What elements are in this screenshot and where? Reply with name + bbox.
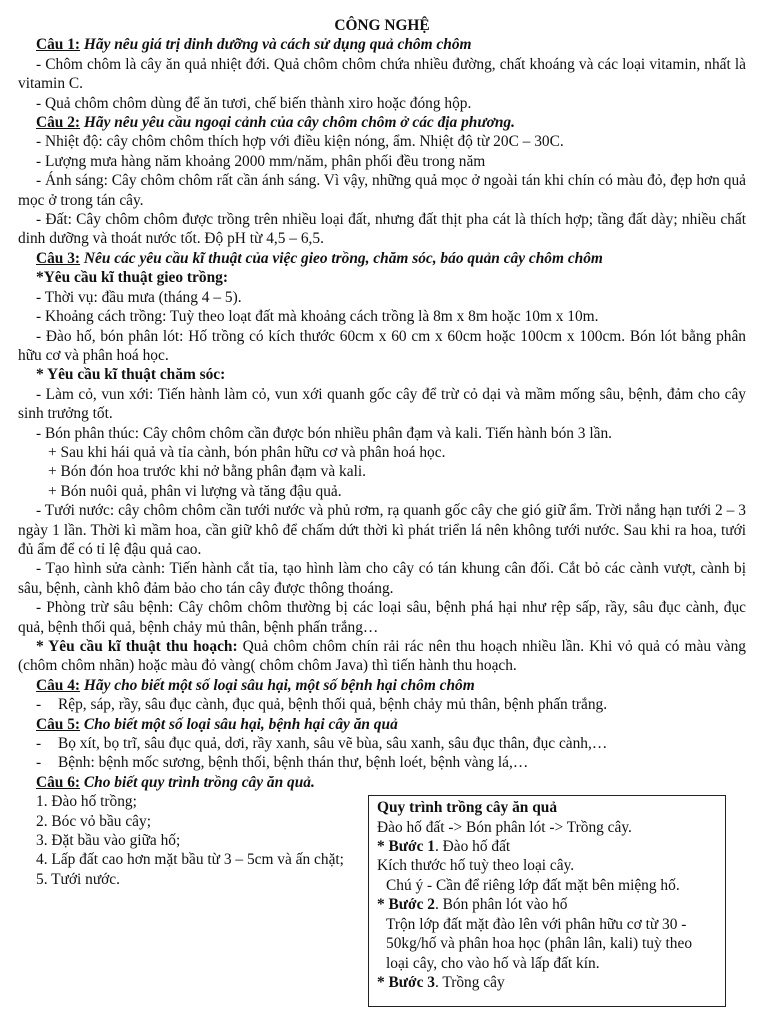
answer-line: - Đất: Cây chôm chôm được trồng trên nhiều loại đất, nhưng đất thịt pha cát là thích hợp; tầng đất dày; nhiều chất dinh dưỡng và thoát nước tốt. Độ pH từ 4,5 – 6,5. [18,211,746,248]
process-flow: Đào hố đất -> Bón phân lót -> Trồng cây. [377,818,632,836]
question-number: Câu 1: [36,36,81,54]
answer-line: - Lượng mưa hàng năm khoảng 2000 mm/năm, phân phối đều trong năm [36,152,486,170]
answer-line: - Tưới nước: cây chôm chôm cần tưới nước và phủ rơm, rạ quanh gốc cây che gió giữ ẩm. Trời nắng hạn tưới 2 – 3 ngày 1 lần. Thời kì mầm hoa, cần giữ khô để chấm dứt thời kì phát triển lá nên không tưới nước. Sau khi ra hoa, tưới đủ ẩm để có tỉ lệ đậu quả cao. [18,502,746,558]
answer-line: - Đào hố, bón phân lót: Hố trồng có kích thước 60cm x 60 cm x 60cm hoặc 100cm x 100cm. Bón lót bằng phân hữu cơ và phân hoá học. [18,327,746,364]
answer-line: - Khoảng cách trồng: Tuỳ theo loạt đất mà khoảng cách trồng là 8m x 8m hoặc 10m x 10m. [36,308,599,326]
step-item: 2. Bóc vỏ bầu cây; [36,812,151,830]
question-6 [18,773,746,792]
step-item: 1. Đào hố trồng; [36,793,137,811]
step-text: . Trồng cây [434,973,505,991]
step-label: * Bước 3 [377,973,435,991]
step-label: * Bước 2 [377,896,435,914]
question-6-body [18,792,746,1007]
answer-line: - Bón phân thúc: Cây chôm chôm cần được bón nhiều phân đạm và kali. Tiến hành bón 3 lần. [36,424,612,442]
dash-marker: - [36,754,42,772]
dash-marker: - [36,735,42,753]
question-text: Cho biết một số loại sâu hại, bệnh hại cây ăn quả [83,715,398,733]
step-item: 4. Lấp đất cao hơn mặt bầu từ 3 – 5cm và ấn chặt; [36,851,344,869]
step-1 [377,837,717,856]
question-1 [18,35,746,54]
question-text: Nêu các yêu cầu kĩ thuật của việc gieo trồng, chăm sóc, báo quản cây chôm chôm [83,249,603,267]
answer-line: - Thời vụ: đầu mưa (tháng 4 – 5). [36,288,242,306]
bullet-text: Rệp, sáp, rầy, sâu đục cành, đục quả, bệnh thối quả, bệnh chảy mủ thân, bệnh phấn trắng. [58,696,608,714]
process-box-title: Quy trình trồng cây ăn quả [377,799,558,817]
step-text: . Bón phân lót vào hố [434,896,568,914]
step-3 [377,973,717,992]
answer-line: - Nhiệt độ: cây chôm chôm thích hợp với điều kiện nóng, ẩm. Nhiệt độ từ 20C – 30C. [36,133,564,151]
process-box [368,795,726,1007]
answer-bullet [18,695,746,714]
answer-line: - Quả chôm chôm dùng để ăn tươi, chế biến thành xiro hoặc đóng hộp. [36,94,472,112]
step-item: 5. Tưới nước. [36,870,120,888]
step-2-detail: loại cây, cho vào hố và lấp đất kín. [386,954,600,972]
plus-line: + Bón đón hoa trước khi nở bằng phân đạm và kali. [48,463,366,481]
answer-line: - Tạo hình sửa cành: Tiến hành cắt tỉa, tạo hình làm cho cây có tán khung cân đối. Cắt bỏ các cành vượt, cành bị sâu, bệnh, cành khô đảm bảo cho tán cây được thông thoáng. [18,560,746,597]
harvest-heading: * Yêu cầu kĩ thuật thu hoạch: [36,638,238,655]
plus-line: + Bón nuôi quả, phân vi lượng và tăng đậu quả. [48,482,342,500]
question-2 [18,113,746,132]
harvest-line [18,637,746,676]
question-text: Hãy cho biết một số loại sâu hại, một số bệnh hại chôm chôm [83,676,475,694]
question-5 [18,715,746,734]
question-text: Cho biết quy trình trồng cây ăn quả. [83,773,315,791]
question-number: Câu 2: [36,114,81,132]
step-1-note: Chú ý - Cần để riêng lớp đất mặt bên miệng hố. [386,876,680,894]
bullet-text: Bọ xít, bọ trĩ, sâu đục quả, dơi, rầy xanh, sâu vẽ bùa, sâu xanh, sâu đục thân, đục cành,… [58,735,608,753]
question-4 [18,676,746,695]
step-item: 3. Đặt bầu vào giữa hố; [36,832,181,850]
step-text: . Đào hố đất [434,838,511,856]
answer-line: - Chôm chôm là cây ăn quả nhiệt đới. Quả chôm chôm chứa nhiều đường, chất khoáng và các loại vitamin, nhất là vitamin C. [18,55,746,93]
document-title: CÔNG NGHỆ [334,17,430,34]
answer-line: - Phòng trừ sâu bệnh: Cây chôm chôm thường bị các loại sâu, bệnh phá hại như rệp sấp, rầy, sâu đục cành, đục quả, bệnh thối quả, bệnh chảy mủ thân, bệnh phấn trắng… [18,599,746,636]
question-number: Câu 3: [36,249,81,267]
bullet-text: Bệnh: bệnh mốc sương, bệnh thối, bệnh thán thư, bệnh loét, bệnh vàng lá,… [58,754,529,772]
question-number: Câu 6: [36,773,81,791]
answer-bullet [18,753,746,772]
step-2-detail: Trộn lớp đất mặt đào lên với phân hữu cơ từ 30 - [386,915,687,933]
question-text: Hãy nêu giá trị dinh dưỡng và cách sử dụng quả chôm chôm [83,36,472,54]
answer-line: - Ánh sáng: Cây chôm chôm rất cần ánh sáng. Vì vậy, những quả mọc ở ngoài tán khi chín có màu đỏ, đẹp hơn quả mọc ở trong tán cây. [18,172,746,209]
question-number: Câu 4: [36,676,81,694]
question-text: Hãy nêu yêu cầu ngoại cảnh của cây chôm chôm ở các địa phương. [83,114,515,132]
step-2 [377,895,717,914]
planting-heading: *Yêu cầu kĩ thuật gieo trồng: [36,269,228,287]
planting-steps [18,792,368,1007]
step-1-detail: Kích thước hố tuỳ theo loại cây. [377,857,575,875]
question-3 [18,249,746,268]
answer-line: - Làm cỏ, vun xới: Tiến hành làm cỏ, vun xới quanh gốc cây để trừ cỏ dại và mầm mống sâu, bệnh, đảm cho cây sinh trưởng tốt. [18,385,746,423]
step-2-detail: 50kg/hố và phân hoa học (phân lân, kali) tuỳ theo [386,935,693,953]
step-label: * Bước 1 [377,838,435,856]
answer-bullet [18,734,746,753]
harvest-text: Quả chôm chôm chín rải rác nên thu hoạch nhiều lần. Khi vỏ quả có màu vàng (chôm chôm nhãn) hoặc màu đỏ vàng( chôm chôm Java) thì tiến hành thu hoạch. [18,638,746,675]
care-heading: * Yêu cầu kĩ thuật chăm sóc: [36,366,226,384]
plus-line: + Sau khi hái quả và tỉa cành, bón phân hữu cơ và phân hoá học. [48,443,446,461]
dash-marker: - [36,696,42,714]
question-number: Câu 5: [36,715,81,733]
